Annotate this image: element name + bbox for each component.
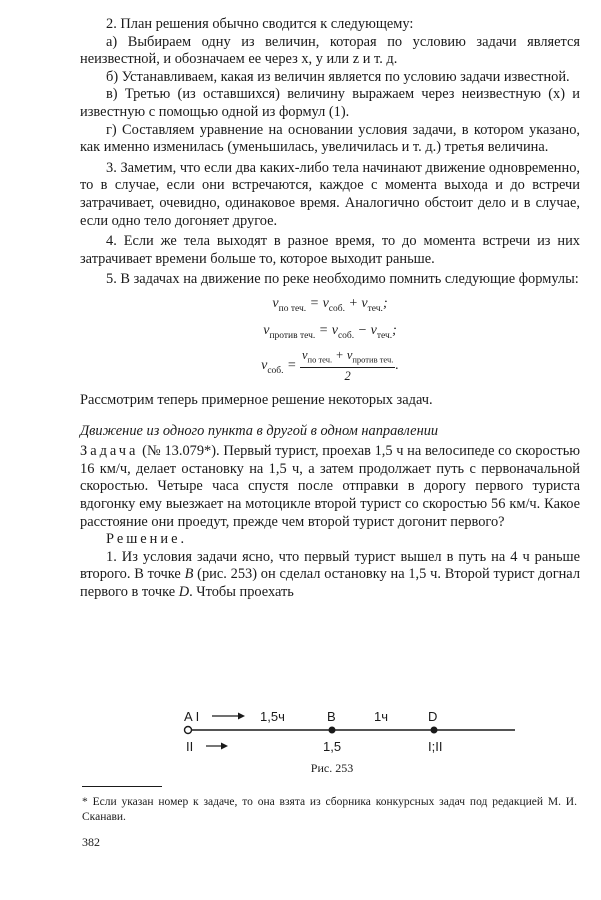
solution-label: Решение. (106, 531, 188, 548)
label-ii: II (186, 739, 194, 754)
page-number: 382 (82, 835, 100, 849)
paragraph-b: б) Устанавливаем, какая из величин является по условию задачи известной. (106, 68, 570, 85)
label-a-i: A I (184, 709, 200, 724)
paragraph-consider: Рассмотрим теперь примерное решение некоторых задач. (80, 392, 433, 408)
problem-label: Задача (80, 443, 139, 460)
paragraph-g: г) Составляем уравнение на основании условия задачи, в котором указано, как именно изменилась (уменьшилась, увеличилась и т. д.) третья величина. (80, 121, 580, 156)
label-1h: 1ч (374, 709, 389, 724)
formula-upstream: $v_{против теч.} = v_{соб.} - v_{теч.}$; (263, 322, 397, 341)
paragraph-4: 4. Если же тела выходят в разное время, то до момента встречи из них затрачивает времени больше то, которое выходит раньше. (80, 233, 580, 267)
point-b-marker (329, 727, 335, 733)
label-d: D (428, 709, 438, 724)
problem-number: (№ 13.079*). (142, 443, 220, 460)
paragraph-plan: 2. План решения обычно сводится к следующему: (106, 16, 414, 32)
paragraph-3: 3. Заметим, что если два каких-либо тела начинают движение одновременно, то в случае, если они встречаются, каждое с момента выхода и до встречи затрачивает, очевидно, одинаковое время. Аналогично обстоит дело и в случае, если одно тело догоняет другое. (80, 159, 580, 229)
label-i-ii: I;II (428, 739, 443, 754)
point-d-ref: D (178, 583, 190, 600)
formula-downstream: $v_{по теч.} = v_{соб.} + v_{теч.}$; (272, 295, 388, 314)
label-b: B (327, 709, 336, 724)
problem-text: Первый турист, проехав 1,5 ч на велосипеде со скоростью 16 км/ч, делает остановку на 1,5 ч, а затем продолжает путь с первоначальной скоростью. Четыре часа спустя после отправки в дорогу первого туриста вдогонку ему выезжает на мотоцикле второй турист со скоростью 56 км/ч. Какое расстояние они проедут, прежде чем второй турист догонит первого? (80, 443, 581, 530)
paragraph-v: в) Третью (из оставшихся) величину выражаем через неизвестную (x) и известную с помощью одной из формул (1). (80, 86, 580, 120)
section-heading: Движение из одного пункта в другой в одном направлении (80, 422, 439, 439)
footnote: * Если указан номер к задаче, то она взята из сборника конкурсных задач под редакцией М. И. Сканави. (82, 796, 577, 823)
formula-own-speed: $v_{соб.}$ = $\frac{v_{по теч.} + v_{против теч.}}{2}$ . (261, 347, 399, 383)
label-1-5h: 1,5ч (260, 709, 285, 724)
label-1-5: 1,5 (323, 739, 342, 754)
point-a-marker (185, 727, 192, 734)
point-d-marker (431, 727, 437, 733)
point-b-ref: B (184, 566, 194, 583)
fraction-denominator: 2 (344, 369, 351, 383)
arrowhead-tourist-1 (238, 713, 245, 720)
fraction-numerator: $v_{по теч.} + v_{против теч.}$ (300, 347, 395, 369)
solution-step-1: 1. Из условия задачи ясно, что первый турист вышел в путь на 4 ч раньше второго. В точке B (рис. 253) он сделал остановку на 1,5 ч. Второй турист догнал первого в точке D. Чтобы проехать (80, 548, 580, 600)
figure-caption: Рис. 253 (310, 761, 354, 775)
footnote-divider (82, 786, 162, 787)
paragraph-5: 5. В задачах на движение по реке необходимо помнить следующие формулы: (106, 271, 579, 288)
arrowhead-tourist-2 (221, 743, 228, 750)
paragraph-a: а) Выбираем одну из величин, которая по условию задачи является неизвестной, и обозначаем ее через x, y или z и т. д. (80, 33, 580, 68)
